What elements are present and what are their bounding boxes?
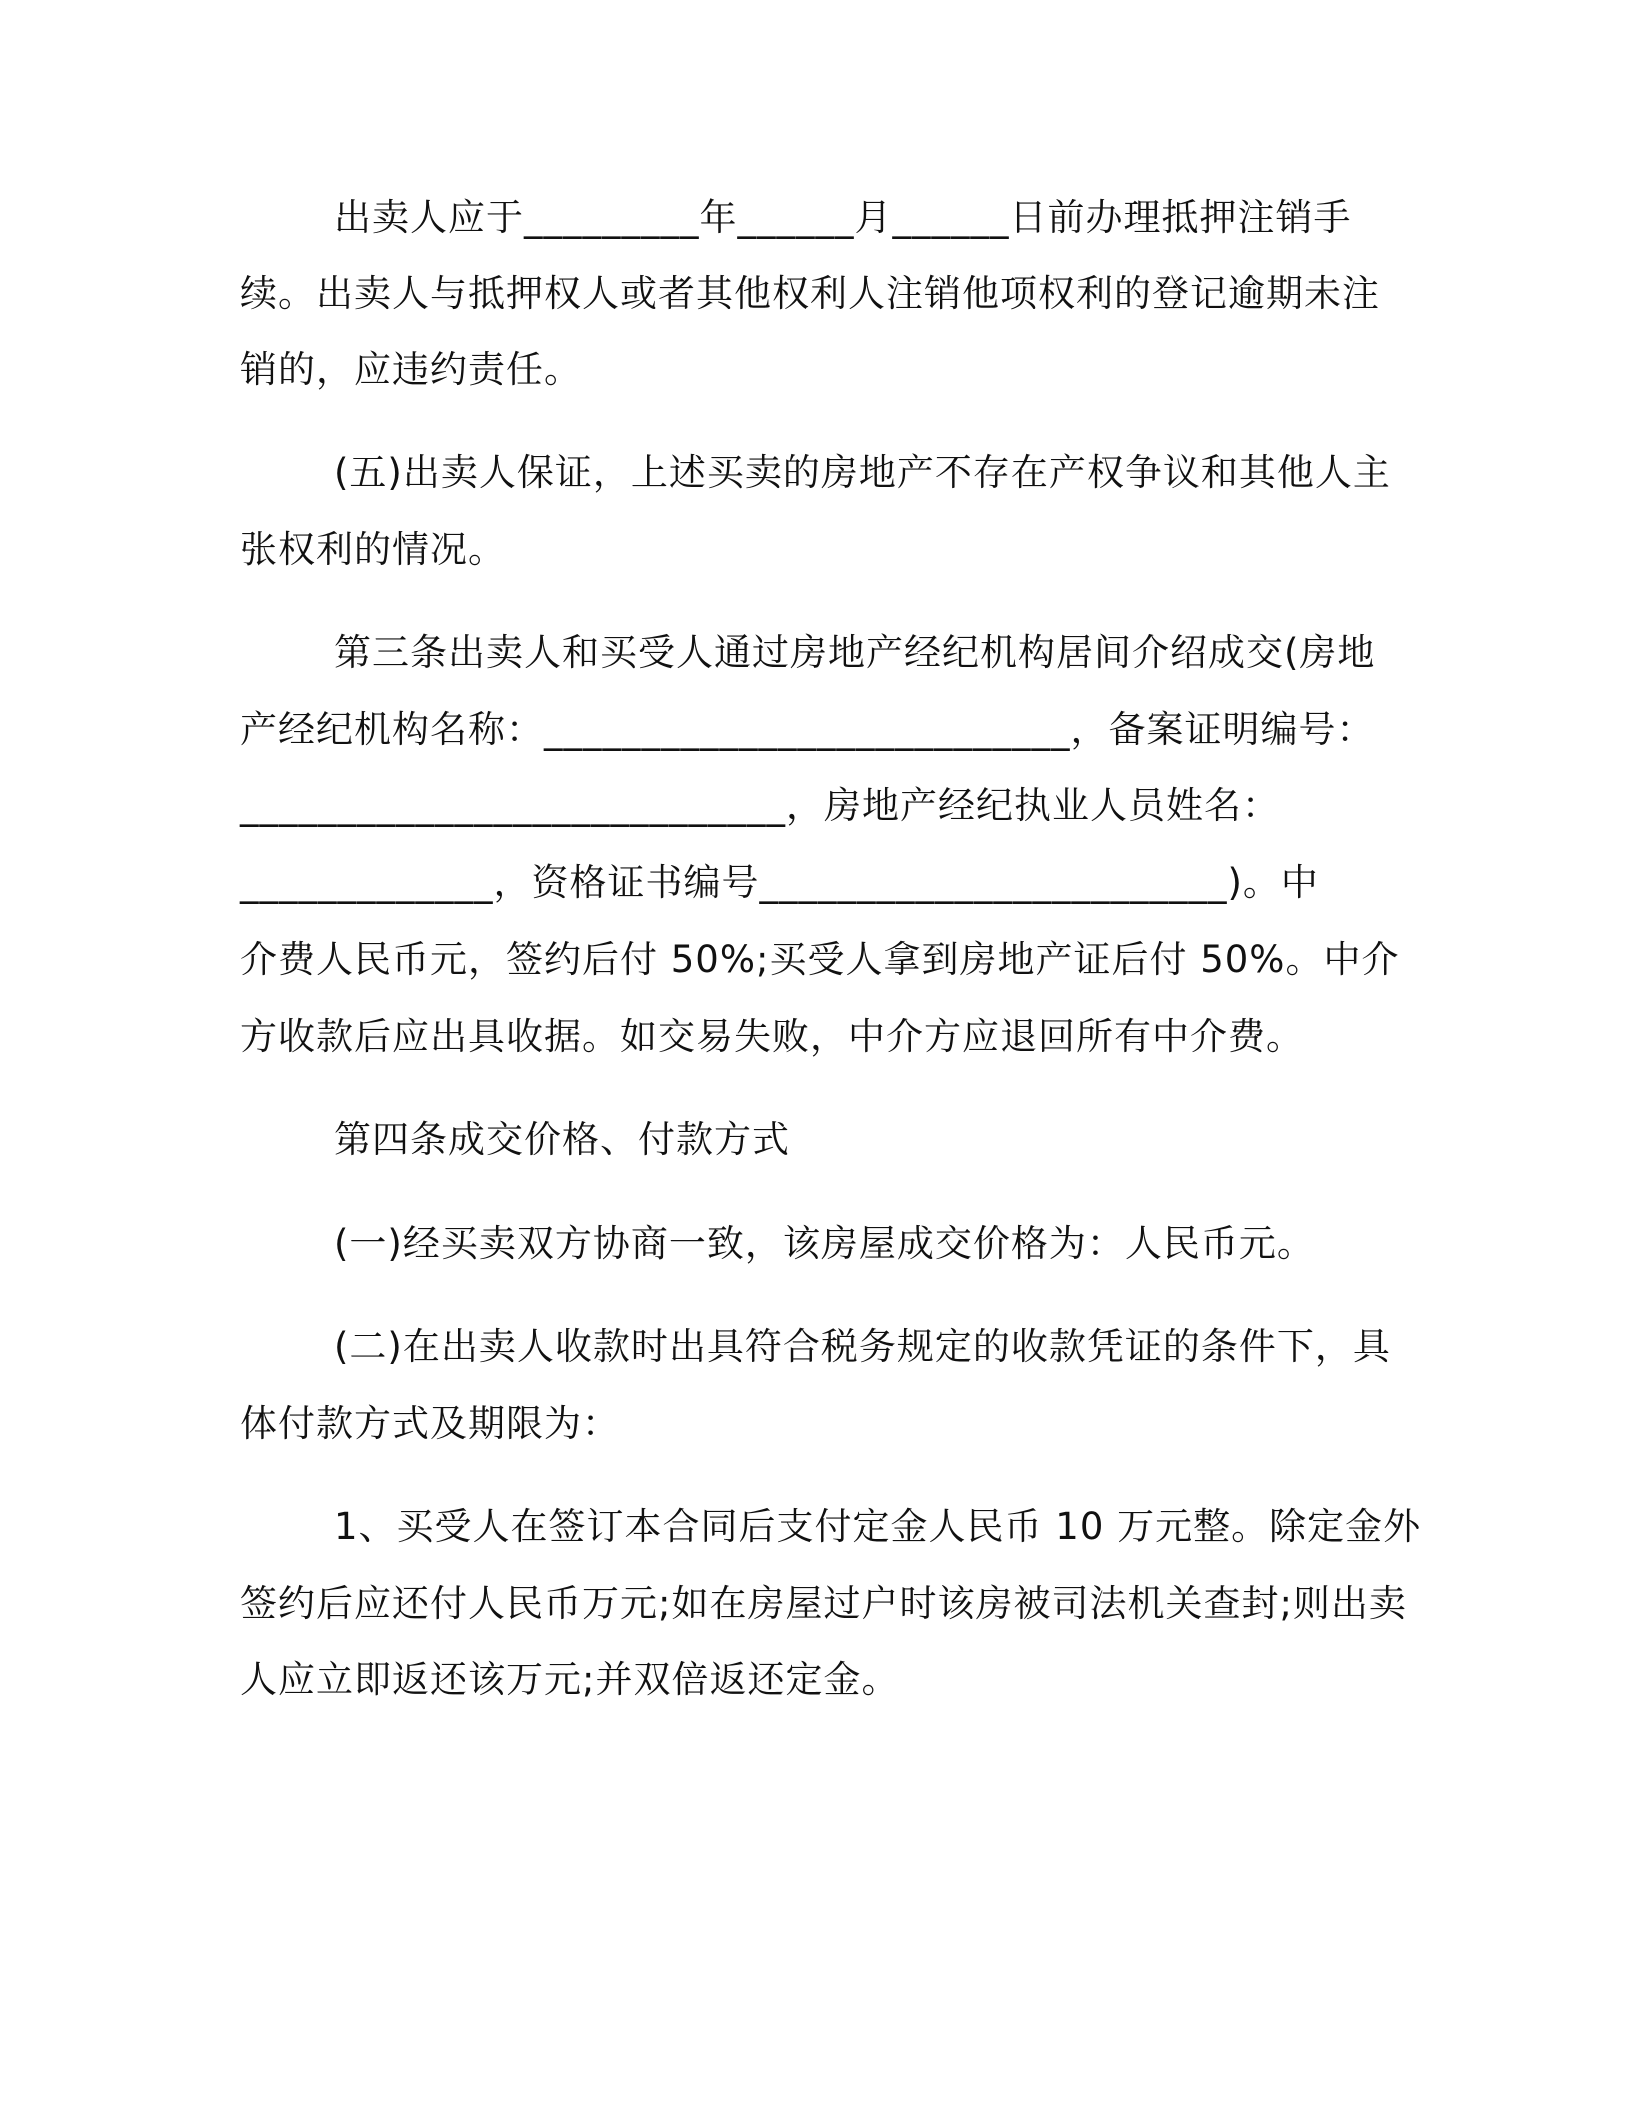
- paragraph-line: (二)在出卖人收款时出具符合税务规定的收款凭证的条件下，具: [334, 1325, 1391, 1368]
- paragraph-line: 人应立即返还该万元;并双倍返还定金。: [240, 1658, 900, 1701]
- paragraph-line: 出卖人应于_________年______月______日前办理抵押注销手: [334, 196, 1352, 239]
- section-heading: 第四条成交价格、付款方式: [334, 1118, 790, 1161]
- paragraph-line: 1、买受人在签订本合同后支付定金人民币 10 万元整。除定金外: [334, 1505, 1422, 1548]
- paragraph-line: 第三条出卖人和买受人通过房地产经纪机构居间介绍成交(房地: [334, 631, 1376, 674]
- paragraph-line: ____________________________，房地产经纪执业人员姓名：: [240, 784, 1280, 827]
- paragraph-line: 张权利的情况。: [240, 528, 506, 571]
- paragraph-line: (五)出卖人保证，上述买卖的房地产不存在产权争议和其他人主: [334, 451, 1391, 494]
- paragraph-line: (一)经买卖双方协商一致，该房屋成交价格为：人民币元。: [334, 1222, 1315, 1265]
- paragraph-line: 体付款方式及期限为：: [240, 1402, 620, 1445]
- paragraph-line: 签约后应还付人民币万元;如在房屋过户时该房被司法机关查封;则出卖: [240, 1582, 1407, 1625]
- paragraph-line: 产经纪机构名称：___________________________，备案证明编号：: [240, 708, 1375, 751]
- paragraph-line: _____________，资格证书编号________________________)。中: [240, 861, 1319, 904]
- paragraph-line: 介费人民币元，签约后付 50%;买受人拿到房地产证后付 50%。中介: [240, 938, 1400, 981]
- paragraph-line: 方收款后应出具收据。如交易失败，中介方应退回所有中介费。: [240, 1015, 1304, 1058]
- paragraph-line: 销的，应违约责任。: [240, 348, 582, 391]
- paragraph-line: 续。出卖人与抵押权人或者其他权利人注销他项权利的登记逾期未注: [240, 272, 1380, 315]
